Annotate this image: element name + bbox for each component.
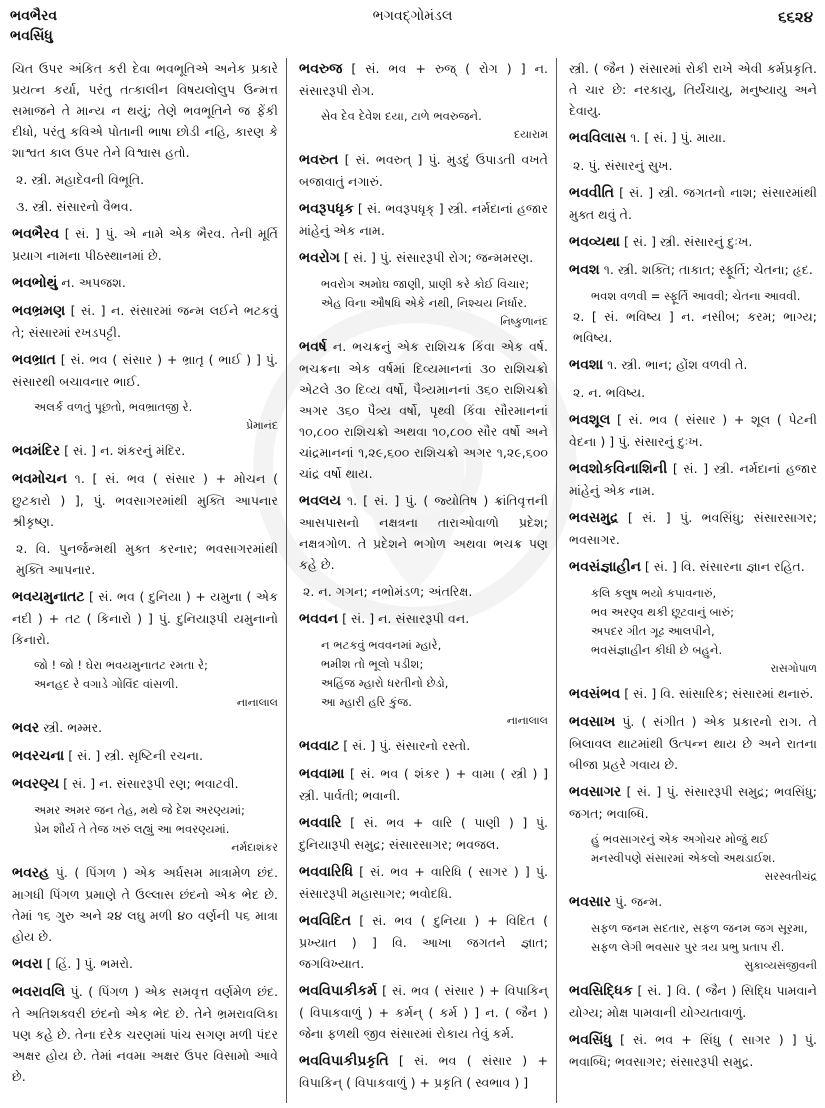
- quote-line: અલર્ક વળતું પૂછતો, ભવભ્રાતજી રે.: [34, 400, 193, 414]
- headword: ભવશ: [569, 262, 600, 278]
- headword: ભવવિપાકીકર્મ: [299, 983, 377, 999]
- dictionary-entry: [299, 861, 548, 904]
- headword: ભવરોગ: [299, 250, 340, 266]
- headword: ભવસંભવ: [569, 686, 621, 702]
- dictionary-entry: [569, 231, 817, 253]
- quote-line: ન ભટકવું ભવવનમાં મ્હારે,: [321, 638, 442, 652]
- headword: ભવમોચન: [12, 471, 67, 487]
- definition: [ સં. ભવરુત્ ] પું. મુડદું ઉપાડતી વખતે બજાવાતું નગારું.: [299, 152, 548, 189]
- headword: ભવસંજ્ઞાહીન: [569, 559, 641, 575]
- dictionary-entry: [569, 127, 817, 149]
- definition: [ હિં. ] પું. ભમરો.: [46, 956, 134, 971]
- dictionary-entry: [299, 1050, 548, 1093]
- headword: ભવમંદિર: [12, 443, 61, 459]
- headword: ભવવીતિ: [569, 185, 615, 201]
- headword: ભવવન: [299, 611, 339, 627]
- column-2: [287, 58, 557, 1103]
- dictionary-entry: [299, 735, 548, 757]
- dictionary-entry: [569, 980, 817, 1023]
- definition: [ સં. ભવ ( સંસાર ) + શૂલ ( પેટની વેદના ) ] પું. સંસારનું દુઃખ.: [569, 412, 817, 449]
- dictionary-entry: [12, 440, 278, 462]
- headword: ભવરુજ: [299, 61, 343, 77]
- headword: ભવસિંધુ: [569, 1032, 612, 1048]
- quotation: [591, 287, 817, 306]
- dictionary-entry: [12, 468, 278, 532]
- definition: [ સં. ] ન. સંસારરૂપી રણ; ભવાટવી.: [63, 776, 239, 791]
- definition: [ સં. ] વિ. ( જૈન ) સિદ્ધિ પામવાને યોગ્ય; મોક્ષ પામવાની યોગ્યતાવાળું.: [569, 983, 817, 1020]
- definition: ૧. [ સં. ] પું. માયા.: [630, 130, 726, 145]
- quotation: [321, 636, 548, 712]
- dictionary-columns: [0, 58, 825, 1103]
- definition: ન. ભચક્રનું એક રાશિચક્ર કિંવા એક વર્ષ. ભચક્રના એક વર્ષમાં દિવ્યમાનનાં ૩૦ રાશિચક્રો એટલે ૩૦ દિવ્ય વર્ષો, પૈત્ર્યમાનનાં ૩૬૦ રાશિચક્રો અગર ૩૬૦ પૈત્ર્ય વર્ષો, પૃથ્વી કિંવા સૌરમાનનાં ૧૦,૮૦૦ રાશિચક્રો અથવા ૧૦,૮૦૦ સૌર વર્ષો અને ચાંદ્રમાનનાં ૧,૨૯,૬૦૦ રાશિચક્રો અગર ૧,૨૯,૬૦૦ ચાંદ્ર વર્ષો થાય.: [299, 339, 548, 481]
- dictionary-entry: [12, 272, 278, 294]
- headword: ભવવિદિત: [299, 913, 352, 929]
- headword: ભવર: [12, 720, 40, 736]
- headword: ભવરુત: [299, 152, 339, 168]
- sub-sense: ૨. ન. ભવિષ્ય.: [573, 385, 646, 400]
- quote-attribution: પ્રેમાનંદ: [246, 419, 278, 432]
- definition: [ સં. ] પું. ભવસિંધુ; સંસારસાગર; ભવસાગર.: [569, 510, 817, 547]
- definition: પું. જન્મ.: [614, 894, 663, 909]
- headword: ભવરાવલિ: [12, 984, 66, 1000]
- definition: [ સં. ભવ ( સંસાર ) + ભ્રાતૃ ( ભાઈ ) ] પું. સંસારથી બચાવનાર ભાઈ.: [12, 352, 278, 389]
- dictionary-entry: [12, 953, 278, 975]
- quote-line: આ મ્હારી હરિ કુંજ.: [321, 695, 412, 709]
- quote-line: અનહદ રે વગાડે ગોવિંદ વાંસળી.: [34, 677, 179, 691]
- headword: ભવરહ: [12, 865, 50, 881]
- quotation: [34, 398, 278, 417]
- dictionary-entry: [299, 198, 548, 241]
- quote-attribution: સરસ્વતીચંદ્ર: [764, 870, 817, 883]
- quotation: [591, 919, 817, 957]
- quotation: [591, 830, 817, 868]
- dictionary-entry: [12, 300, 278, 343]
- headword: ભવસિદ્ધિક: [569, 983, 633, 999]
- dictionary-entry: [12, 717, 278, 739]
- headword: ભવવાટ: [299, 738, 340, 754]
- headword: ભવર્ષ: [299, 339, 327, 355]
- quote-attribution: નાનાલાલ: [506, 714, 548, 727]
- definition: [ સં. ] પું. સંસારરૂપી રોગ; જન્મમરણ.: [343, 250, 534, 265]
- headword: ભવરા: [12, 956, 43, 972]
- definition: ન. અપજશ.: [61, 275, 126, 290]
- definition: [ સં. ભવ + રુજ્ ( રોગ ) ] ન. સંસારરૂપી રોગ.: [299, 61, 548, 98]
- quote-line: પ્રેમ શૌર્ય તે તેજ ખરું લહ્યું આ ભવરણ્યમાં.: [34, 822, 230, 836]
- page-header: [0, 4, 825, 52]
- quotation: [34, 801, 278, 839]
- definition: [ સં. ] ન. સંસારરૂપી વન.: [342, 611, 470, 626]
- quote-line: અહિંજ મ્હારો ધરતીનો છેડો,: [321, 676, 449, 690]
- definition: [ સં. ભવ ( શંકર ) + વામા ( સ્ત્રી ) ] સ્ત્રી. પાર્વતી; ભવાની.: [299, 766, 548, 803]
- definition: [ સં. ભવ ( સંસાર ) + વિપાકિન્ ( વિપાકવાળું ) + કર્મન્ ( કર્મ ) ] ન. ( જૈન ) જેના ફળથી જીવ સંસારમાં રોકાય તેવું કર્મ.: [299, 983, 548, 1041]
- dictionary-entry: [299, 763, 548, 806]
- headword: ભવવિલાસ: [569, 130, 627, 146]
- quote-line: અમર અમર જન તેહ, મથે જે દેશ અરણ્યમાં;: [34, 803, 245, 817]
- definition: સ્ત્રી. ભમ્મર.: [43, 720, 103, 735]
- sub-sense: ૨. ન. ગગન; નભોમંડળ; અંતરિક્ષ.: [303, 584, 473, 599]
- column-3: [557, 58, 825, 1103]
- definition: [ સં. ] વિ. સંસારના જ્ઞાન રહિત.: [644, 559, 805, 574]
- quote-attribution: નર્મદાશંકર: [231, 841, 278, 854]
- definition: [ સં. ] પું. એ નામે એક ભૈરવ. તેની મૂર્તિ પ્રયાગ નામના પીઠસ્થાનમાં છે.: [12, 226, 278, 263]
- guide-word-first: ભવભૈરવ: [10, 8, 58, 24]
- headword: ભવશૂલ: [569, 412, 611, 428]
- quote-line: ભવશ વળવી = સ્ફૂર્તિ આવવી; ચેતના આવવી.: [591, 289, 801, 303]
- headword: ભવસાગર: [569, 784, 622, 800]
- quote-attribution: દયારામ: [513, 128, 548, 141]
- book-title: ભગવદ્ગોમંડલ: [372, 8, 453, 24]
- quote-line: અપદર ગીત ગૂઢ આલપીને,: [591, 624, 715, 638]
- dictionary-entry: [299, 58, 548, 101]
- dictionary-entry: [12, 773, 278, 795]
- dictionary-entry: [569, 891, 817, 913]
- dictionary-entry: [569, 683, 817, 705]
- dictionary-entry: [569, 507, 817, 550]
- dictionary-entry: [299, 336, 548, 484]
- continued-definition: ચિત ઉપર અંકિત કરી દેવા ભવભૂતિએ અનેક પ્રકારે પ્રયત્ન કર્યા, પરંતુ તત્કાલીન વિષયલોલુપ ઉન્મત્ત સમાજને તે માન્ય ન થયું; તેણે ભવભૂતિને જ ફેંકી દીધો, પરંતુ કવિએ પોતાની ભાષા છોડી નહિ, કારણ કે શાશ્વત કાલ ઉપર તેને વિશ્વાસ હતો.: [12, 61, 278, 160]
- definition: [ સં. ] સ્ત્રી. નર્મદાનાં હજાર માંહેનું એક નામ.: [569, 461, 817, 498]
- headword: ભવરચના: [12, 748, 65, 764]
- headword: ભવવ્યથા: [569, 234, 620, 250]
- definition: [ સં. ભવરૂપધૃક્ ] સ્ત્રી. નર્મદાનાં હજાર માંહેનું એક નામ.: [299, 201, 548, 238]
- dictionary-entry: [299, 490, 548, 575]
- quote-line: ભવસંજ્ઞાહીન કીધી છે બહુને.: [591, 643, 723, 657]
- quote-line: ભવ અરણ્વ થકી છૂટવાનું બારું;: [591, 605, 735, 619]
- headword: ભવસાર: [569, 894, 611, 910]
- headword: ભવભોથું: [12, 275, 58, 291]
- dictionary-entry: [569, 458, 817, 501]
- headword: ભવભ્રાત: [12, 352, 56, 368]
- definition: ૧. [ સં. ભવ ( સંસાર ) + મોચન ( છુટકારો ) ], પું. ભવસાગરમાંથી મુક્તિ આપનાર શ્રીકૃષ્ણ.: [12, 471, 278, 529]
- quote-attribution: સુકાવ્યસંજીવની: [744, 959, 817, 972]
- definition: પું. ( સંગીત ) એક પ્રકારનો રાગ. તે બિલાવલ થાટમાંથી ઉત્પન્ન થાય છે અને રાતના બીજા પ્રહરે ગવાય છે.: [569, 714, 817, 772]
- headword: ભવયમુનાતટ: [12, 589, 85, 605]
- definition: [ સં. ] ન. શંકરનું મંદિર.: [64, 443, 186, 458]
- quote-attribution: નિષ્કુળાનંદ: [500, 315, 548, 328]
- quote-line: હું ભવસાગરનું એક અગોચર મોજું થઈ મનસ્વીપણે સંસારમાં એકલો અથડાઈશ.: [591, 832, 776, 865]
- dictionary-entry: [12, 349, 278, 392]
- quote-attribution: નાનાલાલ: [236, 696, 278, 709]
- dictionary-entry: [12, 586, 278, 650]
- quote-line: જો ! જો ! ઘેરા ભવયમુનાતટ રમતા રે;: [34, 658, 208, 672]
- headword: ભવવામા: [299, 766, 345, 782]
- quotation: [321, 107, 548, 126]
- dictionary-entry: [569, 781, 817, 824]
- definition: [ સં. ] વિ. સાંસારિક; સંસારમાં થનારું.: [624, 686, 814, 701]
- headword: ભવસમુદ્ર: [569, 510, 619, 526]
- dictionary-entry: [569, 354, 817, 376]
- quote-line: કલિ કલુષ ભયો કપાવનારું,: [591, 586, 717, 600]
- headword: ભવભ્રમણ: [12, 303, 66, 319]
- dictionary-entry: [299, 980, 548, 1044]
- definition: [ સં. ભવ + સિંધુ ( સાગર ) ] પું. ભવાબ્ધિ; ભવસાગર; સંસારરૂપી સમુદ્ર.: [569, 1032, 817, 1069]
- headword: ભવરણ્ય: [12, 776, 60, 792]
- page-number: ૬૬૨૪: [778, 8, 813, 26]
- quote-line: એહ વિના ઔષધિ એકે નથી, નિશ્ચય નિર્ધાર.: [321, 296, 528, 310]
- headword: ભવરૂપધૃક: [299, 201, 354, 217]
- headword: ભવસાખ: [569, 714, 616, 730]
- quotation: [321, 275, 548, 313]
- dictionary-entry: [569, 711, 817, 775]
- headword: ભવશા: [569, 357, 604, 373]
- quotation: [34, 656, 278, 694]
- quote-line: સફળ જનમ સદતાર, સફળ જનમ જગ સૂરમા,: [591, 921, 808, 935]
- definition: [ સં. ભવ + વારિ ( પાણી ) ] પું. દુનિયારૂપી સમુદ્ર; સંસારસાગર; ભવજલ.: [299, 815, 548, 852]
- dictionary-entry: [12, 745, 278, 767]
- definition: [ સં. ] સ્ત્રી. સૃષ્ટિની રચના.: [68, 748, 204, 763]
- headword: ભવવારિધિ: [299, 864, 354, 880]
- headword: ભવવિપાકીપ્રકૃતિ: [299, 1053, 389, 1069]
- dictionary-entry: [299, 910, 548, 974]
- definition: [ સં. ] સ્ત્રી. સંસારનું દુઃખ.: [623, 234, 753, 249]
- definition: ૧. સ્ત્રી. ભાન; હોંશ વળવી તે.: [607, 357, 748, 372]
- sub-sense: ૩. સ્ત્રી. સંસારનો વૈભવ.: [16, 199, 133, 214]
- continued-definition: સ્ત્રી. ( જૈન ) સંસારમાં રોકી રાખે એવી કર્મપ્રકૃતિ. તે ચાર છે: નરકાયુ, તિર્યંચાયુ, મનુષ્યાયુ અને દેવાયુ.: [569, 61, 817, 118]
- dictionary-entry: [299, 149, 548, 192]
- headword: ભવવારિ: [299, 815, 342, 831]
- definition: [ સં. ભવ ( દુનિયા ) + વિદિત ( પ્રખ્યાત ) ] વિ. આખા જગતને જ્ઞાત; જગવિખ્યાત.: [299, 913, 548, 971]
- dictionary-entry: [299, 608, 548, 630]
- sub-sense: ૨. [ સં. ભવિષ્ય ] ન. નસીબ; કરમ; ભાગ્ય; ભવિષ્ય.: [573, 309, 817, 345]
- guide-word-last: ભવસિંધુ: [10, 28, 53, 44]
- sub-sense: ૨. પું. સંસારનું સુખ.: [573, 158, 673, 173]
- headword: ભવશોકવિનાશિની: [569, 461, 668, 477]
- sub-sense: ૨. વિ. પુનર્જન્મથી મુક્ત કરનાર; ભવસાગરમાંથી મુક્તિ આપનાર.: [16, 541, 278, 577]
- sub-sense: ૨. સ્ત્રી. મહાદેવની વિભૂતિ.: [16, 172, 145, 187]
- dictionary-entry: [569, 1029, 817, 1072]
- definition: [ સં. ] પું. સંસારરૂપી સમુદ્ર; ભવસિંધુ; જગત; ભવાબ્ધિ.: [569, 784, 817, 821]
- dictionary-entry: [12, 981, 278, 1087]
- definition: [ સં. ] પું. સંસારનો રસ્તો.: [343, 738, 471, 753]
- dictionary-entry: [299, 812, 548, 855]
- column-1: [0, 58, 287, 1103]
- definition: [ સં. ] સ્ત્રી. જગતનો નાશ; સંસારમાંથી મુક્ત થવું તે.: [569, 185, 817, 222]
- quote-line: ભવરોગ અમોઘ જાણી, પ્રાણી કરે કોઈ વિચાર;: [321, 277, 530, 291]
- definition: [ સં. ભવ ( દુનિયા ) + યમુના ( એક નદી ) + તટ ( કિનારો ) ] પું. દુનિયારૂપી યમુનાનો કિનારો.: [12, 589, 278, 647]
- dictionary-entry: [569, 182, 817, 225]
- definition: [ સં. ] ન. સંસારમાં જન્મ લઈને ભટકવું તે; સંસારમાં રખડપટ્ટી.: [12, 303, 278, 340]
- dictionary-entry: [569, 259, 817, 281]
- quote-line: સફળ લેગી ભવસાર પુર ત્રય પ્રભુ પ્રતાપ રી.: [591, 940, 785, 954]
- quotation: [591, 584, 817, 660]
- quote-attribution: રાસગોપાળ: [770, 662, 817, 675]
- quote-line: ભમીશ તો ભૂલો પડીશ;: [321, 657, 424, 671]
- dictionary-entry: [299, 247, 548, 269]
- dictionary-entry: [569, 409, 817, 452]
- dictionary-entry: [12, 862, 278, 947]
- definition: [ સં. ભવ + વારિધિ ( સાગર ) ] પું. સંસારરૂપી મહાસાગર; ભવોદધિ.: [299, 864, 548, 901]
- definition: [ સં. ભવ ( સંસાર ) + વિપાકિન્ ( વિપાકવાળું ) + પ્રકૃતિ ( સ્વભાવ ) ]: [299, 1053, 548, 1090]
- definition: પું. ( પિંગળ ) એક અર્ધસમ માત્રામેળ છંદ. માગધી પિંગળ પ્રમાણે તે ઉલ્લાસ છંદનો એક ભેદ છે. તેમાં ૧૬ ગુરુ અને ૨૪ લઘુ મળી ૪૦ વર્ણની ૫૬ માત્રા હોય છે.: [12, 865, 278, 944]
- quote-line: સેવ દેવ દેવેશ દયા, ટાળે ભવરુજને.: [321, 109, 482, 123]
- dictionary-entry: [12, 223, 278, 266]
- definition: ૧. સ્ત્રી. શક્તિ; તાકાત; સ્ફૂર્તિ; ચેતના; હૃદ.: [603, 262, 813, 277]
- dictionary-entry: [569, 556, 817, 578]
- headword: ભવલય: [299, 493, 341, 509]
- definition: ૧. [ સં. ] પું. ( જ્યોતિષ ) ક્રાંતિવૃત્તની આસપાસનો નક્ષત્રના તારાઓવાળો પ્રદેશ; નક્ષત્રગોળ. તે પ્રદેશને ભગોળ અથવા ભચક્ર પણ કહે છે.: [299, 493, 548, 572]
- headword: ભવભૈરવ: [12, 226, 60, 242]
- definition: પું. ( પિંગળ ) એક સમવૃત્ત વર્ણમેળ છંદ. તે અતિશક્વરી છંદનો એક ભેદ છે. તેને ભ્રમરાવલિકા પણ કહે છે. તેના દરેક ચરણમાં પાંચ સગણ મળી પંદર અક્ષર હોય છે. તેમાં નવમા અક્ષર ઉપર વિસામો આવે છે.: [12, 984, 278, 1084]
